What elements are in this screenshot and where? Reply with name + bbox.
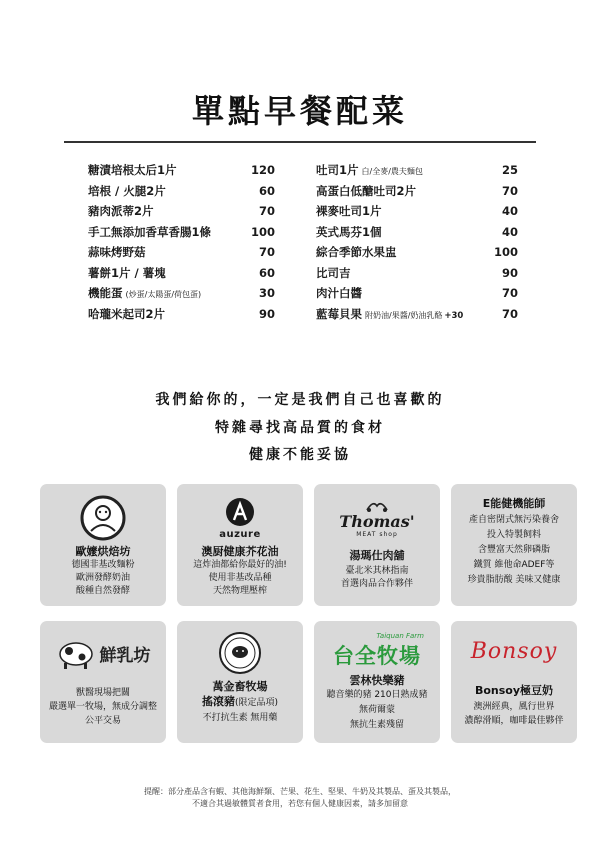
card-line: 聽音樂的豬 210日熟成豬 xyxy=(326,690,428,700)
card-line: 首選肉品合作夥伴 xyxy=(340,579,413,589)
menu-item-label: 豬肉派蒂2片 xyxy=(88,204,154,218)
menu-item xyxy=(88,283,288,304)
thomas-wordmark: Thomas' xyxy=(339,512,415,531)
menu-item-label: 培根 / 火腿2片 xyxy=(88,183,166,198)
card-name: 歐嬤烘焙坊 xyxy=(75,545,131,558)
card-subtitle xyxy=(177,694,303,711)
menu-item-name xyxy=(88,181,166,202)
menu-item-note: (炒蛋/太陽蛋/荷包蛋) xyxy=(125,290,202,299)
allergen-notice-line-1: 提醒：部分產品含有蝦、其他海鮮類、芒果、花生、堅果、牛奶及其製品、蛋及其製品， xyxy=(144,787,456,796)
thomas-subtext: MEAT shop xyxy=(356,531,398,538)
menu-item-note: 附奶油/果醬/奶油乳酪 xyxy=(365,310,443,320)
menu-left-column xyxy=(88,160,288,324)
card-line: 酸種自然發酵 xyxy=(75,586,130,596)
menu-item-label: 蒜味烤野菇 xyxy=(88,245,146,259)
menu-item xyxy=(88,263,288,284)
auzure-wordmark: auzure xyxy=(219,528,261,540)
supplier-card-eneng-egg xyxy=(451,484,577,606)
card-line: 使用非基改品種 xyxy=(208,573,272,583)
menu-item-price: 40 xyxy=(501,224,518,239)
wanjin-logo xyxy=(177,627,303,679)
card-line: 無抗生素殘留 xyxy=(349,720,404,730)
menu-item-name xyxy=(316,242,397,263)
menu-item-price: 70 xyxy=(501,286,518,300)
fresh-milk-logo xyxy=(40,627,166,679)
menu-item-price: 120 xyxy=(250,163,275,177)
card-line: 歐洲發酵奶油 xyxy=(75,573,130,583)
menu-item xyxy=(88,304,288,325)
menu-item xyxy=(316,201,516,222)
slogan-line-3: 健康不能妥協 xyxy=(249,447,351,463)
menu-item-name xyxy=(316,283,362,304)
menu-item-price: 70 xyxy=(501,183,518,198)
menu-item-name xyxy=(88,263,166,284)
menu-item xyxy=(316,304,516,325)
supplier-card-taiquan-farm xyxy=(314,621,440,743)
menu-item-name xyxy=(316,160,423,183)
menu-item xyxy=(316,160,516,181)
menu-item-label: 裸麥吐司1片 xyxy=(316,204,382,218)
menu-item xyxy=(316,242,516,263)
card-line: 含豐富天然卵磷脂 xyxy=(477,545,550,555)
allergen-notice-line-2: 不適合其過敏體質者食用，若您有個人健康因素，請多加留意 xyxy=(192,799,408,808)
supplier-card-wanjin-farm xyxy=(177,621,303,743)
supplier-card-fresh-milk xyxy=(40,621,166,743)
page-title: 單點早餐配菜 xyxy=(191,92,408,130)
menu-item xyxy=(88,201,288,222)
menu-item-price: 25 xyxy=(501,163,518,177)
card-line: 臺北米其林指南 xyxy=(345,566,409,576)
menu-item-label: 吐司1片 xyxy=(316,163,359,177)
menu-item-addon-price: +30 xyxy=(444,310,464,321)
supplier-card-thomas-meat xyxy=(314,484,440,606)
bonsoy-wordmark: Bonsoy xyxy=(470,638,558,664)
supplier-card-bonsoy xyxy=(451,621,577,743)
card-line: 嚴選單一牧場，無成分調整 xyxy=(48,702,157,712)
card-name: 澳厨健康芥花油 xyxy=(201,545,279,558)
menu-item-name xyxy=(88,201,154,222)
menu-item-name xyxy=(316,181,416,202)
menu-item-name xyxy=(88,283,201,306)
taiquan-logo xyxy=(314,625,440,677)
menu-item-price: 100 xyxy=(250,224,275,239)
card-name xyxy=(451,683,577,698)
card-sub: 搖滾豬 xyxy=(201,695,235,708)
menu-item-label: 藍莓貝果 xyxy=(316,306,362,321)
menu-item xyxy=(316,283,516,304)
supplier-card-oma-bakery xyxy=(40,484,166,606)
menu-item-name xyxy=(316,222,382,243)
menu-item-name xyxy=(88,222,211,243)
card-line: 獸醫現場把關 xyxy=(75,688,130,698)
menu-item-name xyxy=(88,304,165,325)
card-name: 萬金畜牧場 xyxy=(212,680,268,693)
card-line: 不打抗生素 無用藥 xyxy=(202,713,278,723)
supplier-card-auzure xyxy=(177,484,303,606)
bonsoy-logo xyxy=(451,625,577,677)
menu-item xyxy=(88,160,288,181)
card-line: 珍貴脂肪酸 美味又健康 xyxy=(467,575,561,585)
menu-item-label: 高蛋白低醣吐司2片 xyxy=(316,183,417,198)
menu-item-name xyxy=(316,304,463,327)
menu-item-price: 40 xyxy=(501,204,518,218)
card-name-tail: 極豆奶 xyxy=(520,684,554,697)
card-line: 澳洲經典，風行世界 xyxy=(473,702,555,712)
taiquan-wordmark: 台全牧場 xyxy=(333,644,421,668)
menu-item-label: 糖漬培根太后1片 xyxy=(88,163,177,177)
menu-item-name xyxy=(316,201,382,222)
menu-item xyxy=(88,222,288,243)
menu-item-note: 白/全麥/農夫麵包 xyxy=(361,167,423,176)
menu-item-label: 手工無添加香草香腸1條 xyxy=(88,224,212,239)
menu-item-price: 100 xyxy=(493,245,518,259)
menu-item xyxy=(316,181,516,202)
menu-item xyxy=(316,263,516,284)
card-line: 德國非基改麵粉 xyxy=(71,560,135,570)
menu-item-name xyxy=(88,242,146,263)
menu-item-label: 薯餅1片 / 薯塊 xyxy=(88,265,166,280)
menu-item-price: 60 xyxy=(258,183,275,198)
menu-item-price: 70 xyxy=(258,204,275,218)
menu-item xyxy=(316,222,516,243)
thomas-logo xyxy=(314,492,440,544)
fresh-milk-wordmark: 鮮乳坊 xyxy=(99,645,151,666)
oma-bakery-logo xyxy=(40,492,166,544)
card-name: 雲林快樂豬 xyxy=(349,674,405,687)
menu-item-price: 70 xyxy=(258,245,275,259)
menu-item-label: 英式馬芬1個 xyxy=(316,224,382,239)
title-divider xyxy=(64,141,536,143)
menu-item-price: 90 xyxy=(258,306,275,321)
slogan-line-2: 特雜尋找高品質的食材 xyxy=(215,420,385,436)
card-line: 公平交易 xyxy=(84,716,121,726)
card-line: 鐵質 維他命ADEF等 xyxy=(473,560,555,570)
menu-item-price: 90 xyxy=(501,265,518,280)
card-line: 天然物理壓榨 xyxy=(212,586,267,596)
menu-item-label: 綜合季節水果盅 xyxy=(316,245,397,259)
card-sub-note: (限定品項) xyxy=(234,698,279,708)
card-line: 這炸油都給你最好的油! xyxy=(193,560,287,570)
menu-item-label: 比司吉 xyxy=(316,265,351,280)
card-line: 產自密閉式無污染養舍 xyxy=(468,515,559,525)
menu-right-column xyxy=(316,160,516,324)
menu-item-label: 肉汁白醬 xyxy=(316,286,362,300)
card-name: 湯瑪仕肉舖 xyxy=(349,549,405,562)
card-line: 濃醇滑順，咖啡最佳夥伴 xyxy=(464,716,564,726)
card-name: E能健機能師 xyxy=(482,497,546,510)
menu-item-price: 60 xyxy=(258,265,275,280)
menu-item xyxy=(88,181,288,202)
menu-item-name xyxy=(316,263,351,284)
menu-item-price: 70 xyxy=(501,306,518,321)
slogan-line-1: 我們給你的，一定是我們自己也喜歡的 xyxy=(155,392,445,408)
card-name-latin: Bonsoy xyxy=(474,684,521,697)
menu-item xyxy=(88,242,288,263)
menu-item-price: 30 xyxy=(258,286,275,300)
menu-item-label: 機能蛋 xyxy=(88,286,123,300)
taiquan-subtext: Taiquan Farm xyxy=(376,632,424,640)
card-line: 投入特製飼料 xyxy=(486,530,541,540)
auzure-logo xyxy=(177,492,303,544)
menu-item-label: 哈瓏米起司2片 xyxy=(88,306,166,321)
card-line: 無荷爾蒙 xyxy=(358,705,395,715)
menu-item-name xyxy=(88,160,177,181)
